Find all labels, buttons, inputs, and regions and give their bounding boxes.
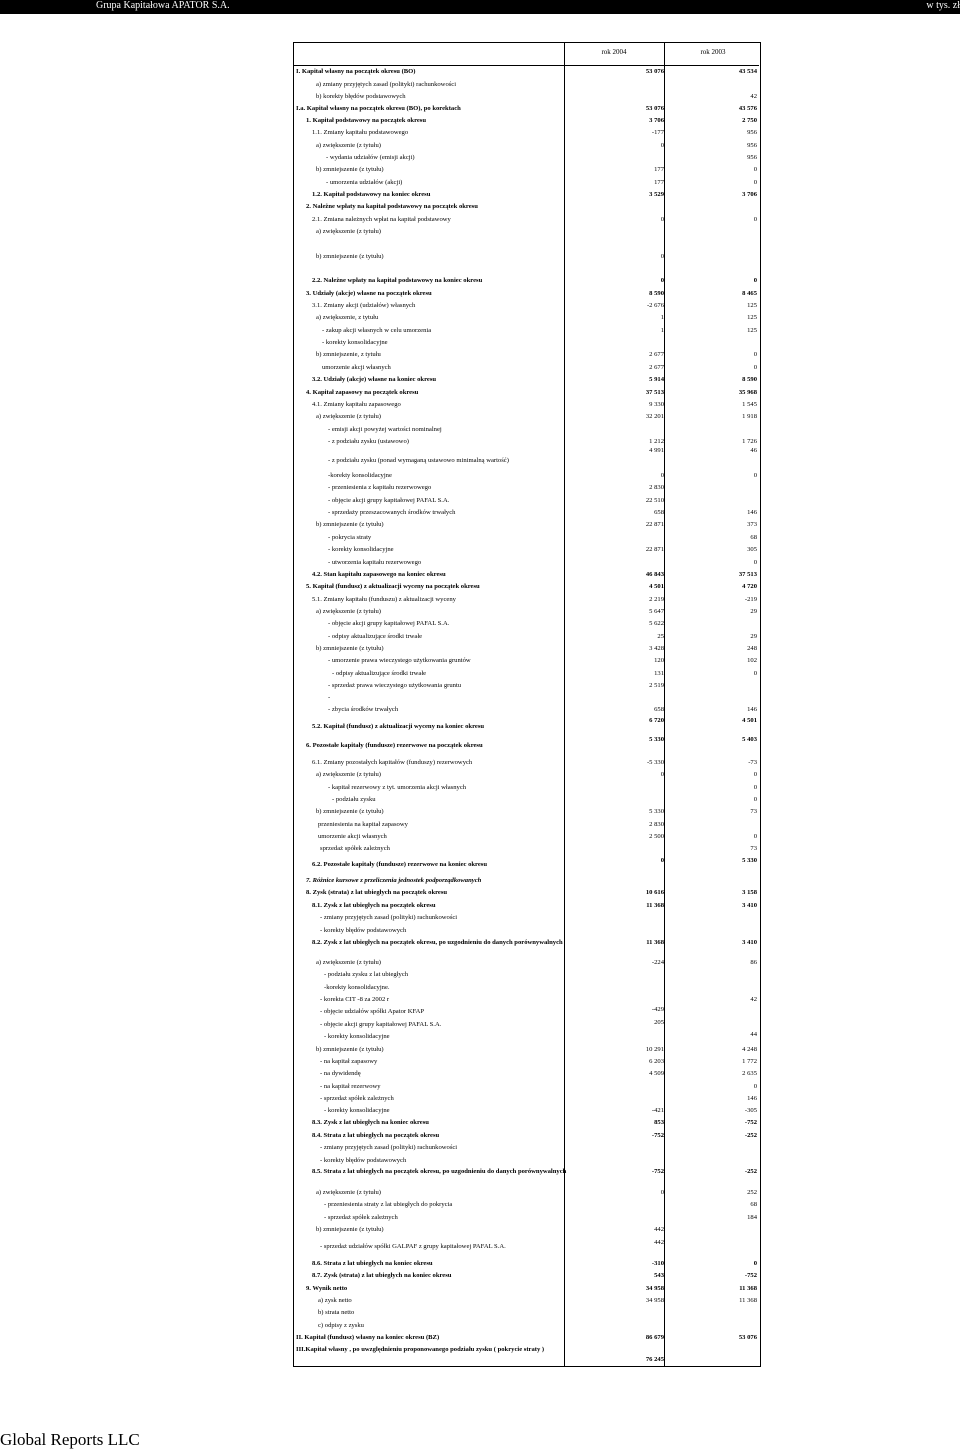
value-2004: 2 830 [649,821,664,828]
value-2004: 0 [660,142,664,149]
row-label: I.a. Kapitał własny na początek okresu (BO), po korektach [296,105,461,112]
header-bar [0,0,960,14]
value-2003: 1 772 [742,1058,757,1065]
value-2003: 0 [753,1083,757,1090]
value-2003: 146 [747,1095,757,1102]
row-label: 3.2. Udziały (akcje) własne na koniec okresu [312,376,437,383]
value-2004: 0 [660,253,664,260]
row-label: - sprzedaż prawa wieczystego użytkowania gruntu [328,682,462,689]
value-2004: 76 245 [645,1356,664,1363]
value-2004: 2 519 [649,682,664,689]
value-2004: -177 [651,129,664,136]
row-label: 8.7. Zysk (strata) z lat ubiegłych na koniec okresu [312,1272,452,1279]
value-2003: 68 [750,1201,757,1208]
row-label: - sprzedaż spółek zależnych [324,1214,398,1221]
row-label: 6.1. Zmiany pozostałych kapitałów (funduszy) rezerwowych [312,759,473,766]
value-2004: 0 [660,1189,664,1196]
value-2004: 10 616 [645,889,664,896]
row-label: a) zysk netto [318,1297,352,1304]
value-2003: 305 [747,546,757,553]
value-2003: 68 [750,534,757,541]
row-label: - sprzedaż udziałów spółki GALPAF z grupy kapitałowej PAFAL S.A. [320,1243,506,1250]
value-2004: -5 330 [646,759,664,766]
row-label: - przeniesienia straty z lat ubiegłych do pokrycia [324,1201,453,1208]
value-2004: -429 [651,1006,664,1013]
row-label: - podziału zysku [332,796,376,803]
value-2003: -219 [744,596,757,603]
value-2004: 4 501 [649,583,664,590]
row-label: umorzenie akcji własnych [322,364,391,371]
value-2003: 1 726 [742,438,757,445]
value-2004: 86 679 [645,1334,664,1341]
value-2003: 5 330 [742,857,757,864]
row-label: przeniesienia na kapitał zapasowy [318,821,408,828]
row-label: - wydania udziałów (emisji akcji) [326,154,415,161]
value-2004: 1 [660,327,664,334]
value-2004: -310 [651,1260,664,1267]
unit-label: w tys. zł [926,0,960,11]
value-2004: 5 914 [649,376,664,383]
value-2004: -752 [651,1132,664,1139]
value-2003: 0 [753,216,757,223]
row-label: - odpisy aktualizujące środki trwałe [332,670,427,677]
row-label: 3. Udziały (akcje) własne na początek okresu [306,290,432,297]
value-2003: 11 368 [739,1297,757,1304]
value-2004: 442 [654,1239,664,1246]
value-2003: 29 [750,608,757,615]
value-2004: 0 [660,771,664,778]
value-2003: 248 [747,645,757,652]
row-label: 4.2. Stan kapitału zapasowego na koniec okresu [312,571,446,578]
row-label: 8.1. Zysk z lat ubiegłych na początek okresu [312,902,436,909]
row-label: - emisji akcji powyżej wartości nominalnej [328,426,442,433]
value-2003: 252 [747,1189,757,1196]
row-label: - objęcie akcji grupy kapitałowej PAFAL S.A. [320,1021,442,1028]
row-label: - na kapitał zapasowy [320,1058,378,1065]
value-2003: 37 513 [738,571,757,578]
value-2004: 853 [654,1119,664,1126]
row-label: II. Kapitał (fundusz) własny na koniec okresu (BZ) [296,1334,440,1341]
row-label: b) zmniejszenie (z tytułu) [316,1046,384,1053]
row-label: a) zwiększenie (z tytułu) [316,1189,381,1196]
value-2003: 5 403 [742,736,757,743]
row-label: sprzedaż spółek zależnych [320,845,390,852]
row-label: c) odpisy z zysku [318,1322,364,1329]
value-2004: 22 510 [645,497,664,504]
row-label: - zakup akcji własnych w celu umorzenia [322,327,432,334]
value-2003: 0 [753,351,757,358]
value-2003: 0 [753,277,757,284]
row-label: - zmiany przyjętych zasad (polityki) rachunkowości [320,1144,458,1151]
row-label: 4. Kapitał zapasowy na początek okresu [306,389,419,396]
value-2004: 37 513 [645,389,664,396]
row-label: - zbycia środków trwałych [328,706,399,713]
row-label: 8.3. Zysk z lat ubiegłych na koniec okresu [312,1119,429,1126]
value-2004: 34 958 [645,1285,664,1292]
row-label: - korekty błędów podstawowych [320,927,407,934]
row-label: 8.4. Strata z lat ubiegłych na początek okresu [312,1132,440,1139]
row-label: a) zwiększenie (z tytułu) [316,959,381,966]
value-2003: 956 [747,154,757,161]
company-name: Grupa Kapitałowa APATOR S.A. [96,0,230,11]
value-2004: 3 529 [649,191,664,198]
value-2003: 1 545 [742,401,757,408]
row-label: - objęcie akcji grupy kapitałowej PAFAL S.A. [328,497,450,504]
row-label: a) zwiększenie (z tytułu) [316,413,381,420]
row-label: - z podziału zysku (ponad wymaganą ustawowo minimalną wartość) [328,457,509,464]
value-2003: 125 [747,314,757,321]
value-2003: 11 368 [739,1285,757,1292]
row-label: 6. Pozostałe kapitały (fundusze) rezerwowe na początek okresu [306,742,483,749]
row-label: a) zwiększenie (z tytułu) [316,142,381,149]
value-2003: 0 [753,559,757,566]
value-2004: 8 590 [649,290,664,297]
value-2003: 0 [753,771,757,778]
value-2003: 102 [747,657,757,664]
row-label: a) zwiększenie (z tytułu) [316,771,381,778]
value-2003: 2 635 [742,1070,757,1077]
row-label: 5. Kapitał (fundusz) z aktualizacji wyceny na początek okresu [306,583,480,590]
row-label: 3.1. Zmiany akcji (udziałów) własnych [312,302,416,309]
row-label: - na dywidendę [320,1070,361,1077]
value-2003: 1 918 [742,413,757,420]
value-2004: -752 [651,1168,664,1175]
row-label: - [328,694,331,701]
row-label: III.Kapitał własny , po uwzględnieniu proponowanego podziału zysku ( pokrycie straty ) [296,1346,545,1353]
row-label: - przeniesienia z kapitału rezerwowego [328,484,432,491]
value-2003: 0 [753,833,757,840]
row-label: - kapitał rezerwowy z tyt. umorzenia akcji własnych [328,784,467,791]
row-label: 5.1. Zmiany kapitału (funduszu) z aktualizacji wyceny [312,596,456,603]
row-label: - korekty konsolidacyjne [324,1033,390,1040]
value-2003: 43 576 [738,105,757,112]
value-2004: 4 991 [649,447,664,454]
value-2003: 2 750 [742,117,757,124]
row-label: - sprzedaż spółek zależnych [320,1095,394,1102]
row-label: b) zmniejszenie, z tytułu [316,351,381,358]
value-2004: 32 201 [645,413,664,420]
row-label: 1.2. Kapitał podstawowy na koniec okresu [312,191,431,198]
value-2004: 5 330 [649,808,664,815]
value-2004: 25 [657,633,664,640]
row-label: - zmiany przyjętych zasad (polityki) rachunkowości [320,914,458,921]
value-2003: 0 [753,364,757,371]
row-label: b) strata netto [318,1309,355,1316]
row-label: 8.6. Strata z lat ubiegłych na koniec okresu [312,1260,433,1267]
value-2004: 2 219 [649,596,664,603]
row-label: 2.2. Należne wpłaty na kapitał podstawowy na koniec okresu [312,277,483,284]
value-2004: -2 676 [646,302,664,309]
value-2004: 53 076 [645,105,664,112]
value-2003: 0 [753,166,757,173]
value-2003: 42 [750,996,757,1003]
row-label: b) zmniejszenie (z tytułu) [316,808,384,815]
value-2003: -252 [744,1168,757,1175]
value-2003: 44 [750,1031,757,1038]
row-label: b) zmniejszenie (z tytułu) [316,645,384,652]
row-label: 1. Kapitał podstawowy na początek okresu [306,117,427,124]
value-2004: 3 428 [649,645,664,652]
row-label: 8.5. Strata z lat ubiegłych na początek okresu, po uzgodnieniu do danych porównywalnych [312,1168,567,1175]
value-2003: 0 [753,179,757,186]
value-2004: 442 [654,1226,664,1233]
row-label: 1.1. Zmiany kapitału podstawowego [312,129,409,136]
row-label: 2. Należne wpłaty na kapitał podstawowy na początek okresu [306,203,478,210]
row-label: 8. Zysk (strata) z lat ubiegłych na początek okresu [306,889,448,896]
row-label: - utworzenia kapitału rezerwowego [328,559,422,566]
value-2003: 125 [747,302,757,309]
value-2004: 11 368 [646,939,664,946]
value-2003: 3 410 [742,902,757,909]
value-2003: -305 [744,1107,757,1114]
value-2004: 0 [660,857,664,864]
row-label: - korekty błędów podstawowych [320,1157,407,1164]
value-2003: 4 720 [742,583,757,590]
row-label: - korekty konsolidacyjne [324,1107,390,1114]
row-label: - podziału zysku z lat ubiegłych [324,971,409,978]
value-2003: 0 [753,472,757,479]
value-2004: 2 500 [649,833,664,840]
value-2003: -252 [744,1132,757,1139]
row-label: - odpisy aktualizujące środki trwałe [328,633,423,640]
value-2004: 5 330 [649,736,664,743]
value-2004: 177 [654,166,664,173]
value-2003: 73 [750,845,757,852]
value-2004: 5 647 [649,608,664,615]
value-2003: 3 706 [742,191,757,198]
row-label: b) zmniejszenie (z tytułu) [316,166,384,173]
value-2003: 0 [753,670,757,677]
value-2004: 22 871 [645,546,664,553]
value-2003: 146 [747,509,757,516]
value-2003: 956 [747,129,757,136]
row-label: 9. Wynik netto [306,1285,348,1292]
row-label: - korekty konsolidacyjne [322,339,388,346]
row-label: I. Kapitał własny na początek okresu (BO) [296,68,416,75]
row-label: - na kapitał rezerwowy [320,1083,381,1090]
value-2003: 184 [747,1214,757,1221]
value-2003: -73 [748,759,757,766]
value-2004: 2 677 [649,351,664,358]
value-2004: 46 843 [645,571,664,578]
value-2003: 3 410 [742,939,757,946]
value-2003: 73 [750,808,757,815]
column-header-2003: rok 2003 [700,48,726,56]
value-2004: 120 [654,657,664,664]
value-2003: 0 [753,1260,757,1267]
value-2004: 6 720 [649,717,664,724]
value-2003: 125 [747,327,757,334]
value-2004: 205 [654,1019,664,1026]
row-label: - korekty konsolidacyjne [328,546,394,553]
row-label: - objęcie udziałów spółki Apator KFAP [320,1008,425,1015]
row-label: - umorzenia udziałów (akcji) [326,179,403,186]
table-header [294,43,759,66]
value-2003: 29 [750,633,757,640]
row-label: - pokrycia straty [328,534,372,541]
value-2004: 1 [660,314,664,321]
row-label: - objęcie akcji grupy kapitałowej PAFAL S.A. [328,620,450,627]
value-2004: 5 622 [649,620,664,627]
row-label: a) zwiększenie (z tytułu) [316,228,381,235]
value-2003: 86 [750,959,757,966]
value-2003: 42 [750,93,757,100]
value-2003: 0 [753,784,757,791]
row-label: a) zwiększenie (z tytułu) [316,608,381,615]
value-2003: 53 076 [738,1334,757,1341]
value-2003: 3 158 [742,889,757,896]
value-2004: 11 368 [646,902,664,909]
value-2003: 0 [753,796,757,803]
value-2004: 6 203 [649,1058,664,1065]
row-label: - korekta CIT -8 za 2002 r [320,996,390,1003]
value-2004: 2 677 [649,364,664,371]
value-2004: 1 212 [649,438,664,445]
equity-statement-table [293,42,761,1367]
column-divider-2 [664,43,665,1366]
row-label: 5.2. Kapitał (fundusz) z aktualizacji wyceny na koniec okresu [312,723,485,730]
row-label: -korekty konsolidacyjne [328,472,392,479]
row-label: b) korekty błędów podstawowych [316,93,406,100]
row-label: a) zwiększenie, z tytułu [316,314,379,321]
value-2004: 10 291 [645,1046,664,1053]
value-2004: 53 076 [645,68,664,75]
row-label: - z podziału zysku (ustawowo) [328,438,409,445]
row-label: - umorzenie prawa wieczystego użytkowania gruntów [328,657,471,664]
value-2004: 2 830 [649,484,664,491]
value-2004: 543 [654,1272,664,1279]
value-2003: -752 [744,1119,757,1126]
value-2004: 22 871 [645,521,664,528]
value-2003: 35 968 [738,389,757,396]
row-label: umorzenie akcji własnych [318,833,387,840]
value-2003: 46 [750,447,757,454]
value-2004: 0 [660,277,664,284]
value-2003: 146 [747,706,757,713]
value-2004: 658 [654,509,664,516]
value-2003: 43 534 [738,68,757,75]
value-2003: 956 [747,142,757,149]
value-2004: 3 706 [649,117,664,124]
footer-brand: Global Reports LLC [0,1430,140,1449]
value-2004: 9 330 [649,401,664,408]
row-label: 6.2. Pozostałe kapitały (fundusze) rezerwowe na koniec okresu [312,861,488,868]
value-2003: 4 501 [742,717,757,724]
value-2004: 34 958 [645,1297,664,1304]
row-label: - sprzedaży przeszacowanych środków trwałych [328,509,456,516]
value-2003: -752 [744,1272,757,1279]
value-2004: 0 [660,216,664,223]
value-2004: 131 [654,670,664,677]
column-header-2004: rok 2004 [601,48,627,56]
row-label: 4.1. Zmiany kapitału zapasowego [312,401,401,408]
value-2004: 177 [654,179,664,186]
row-label: a) zmiany przyjętych zasad (polityki) rachunkowości [316,81,457,88]
value-2003: 373 [747,521,757,528]
row-label: 2.1. Zmiana należnych wpłat na kapitał podstawowy [312,216,451,223]
value-2003: 8 465 [742,290,757,297]
row-label: b) zmniejszenie (z tytułu) [316,521,384,528]
row-label: -korekty konsolidacyjne. [324,984,390,991]
row-label: 7. Różnice kursowe z przeliczenia jednostek podporządkowanych [306,877,482,884]
row-label: 8.2. Zysk z lat ubiegłych na początek okresu, po uzgodnieniu do danych porównywalnych [312,939,563,946]
row-label: b) zmniejszenie (z tytułu) [316,1226,384,1233]
value-2004: 0 [660,472,664,479]
row-label: b) zmniejszenie (z tytułu) [316,253,384,260]
value-2004: 658 [654,706,664,713]
value-2003: 8 590 [742,376,757,383]
value-2003: 4 248 [742,1046,757,1053]
value-2004: -421 [651,1107,664,1114]
value-2004: 4 509 [649,1070,664,1077]
value-2004: -224 [651,959,664,966]
